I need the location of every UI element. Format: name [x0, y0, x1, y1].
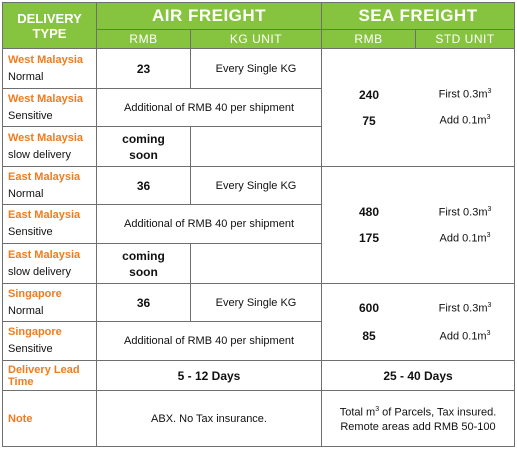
air-rmb-header: RMB	[97, 30, 191, 49]
table-row	[3, 49, 515, 89]
air-unit-value: Every Single KG	[191, 284, 322, 322]
sea-lead-time: 25 - 40 Days	[322, 361, 515, 391]
air-unit-value: Every Single KG	[191, 167, 322, 205]
delivery-variant: slow delivery	[8, 148, 71, 161]
delivery-type-cell	[3, 89, 97, 127]
sea-rmb-value: 175	[359, 231, 380, 245]
air-coming-soon: coming soon	[97, 244, 191, 284]
air-rmb-value: 36	[97, 167, 191, 205]
delivery-type-header: DELIVERY TYPE	[3, 3, 97, 49]
air-coming-soon: coming soon	[97, 127, 191, 167]
delivery-type-cell	[3, 205, 97, 244]
sea-singapore-block	[322, 284, 515, 361]
table-row	[3, 284, 515, 322]
empty-cell	[191, 244, 322, 284]
delivery-variant: Sensitive	[8, 226, 53, 238]
sea-rmb-header: RMB	[322, 30, 416, 49]
table-row	[3, 361, 515, 391]
air-unit-header: KG UNIT	[191, 30, 322, 49]
air-surcharge-text: Additional of RMB 40 per shipment	[97, 89, 322, 127]
sea-rmb-value: 85	[362, 329, 376, 343]
sea-unit-value: Add $0.1m^3$	[439, 329, 491, 343]
delivery-variant: Sensitive	[8, 343, 53, 355]
sea-rmb-value: 480	[359, 205, 380, 219]
air-note: ABX. No Tax insurance.	[97, 391, 322, 447]
air-freight-header: AIR FREIGHT	[97, 3, 322, 30]
delivery-variant: slow delivery	[8, 265, 71, 278]
empty-cell	[191, 127, 322, 167]
sea-unit-value: First $0.3m^3$	[438, 205, 492, 219]
sea-freight-header: SEA FREIGHT	[322, 3, 515, 30]
sea-rmb-value: 600	[359, 301, 380, 315]
delivery-region: Singapore	[8, 287, 62, 300]
delivery-variant: Normal	[8, 187, 44, 200]
air-rmb-value: 36	[97, 284, 191, 322]
sea-rmb-value: 240	[359, 87, 380, 102]
freight-rate-table	[2, 2, 515, 447]
delivery-variant: Normal	[8, 304, 44, 317]
air-surcharge-text: Additional of RMB 40 per shipment	[97, 205, 322, 244]
sea-unit-value: First $0.3m^3$	[438, 301, 492, 315]
delivery-region: West Malaysia	[8, 53, 84, 66]
delivery-region: East Malaysia	[8, 170, 81, 183]
sea-west-malaysia-block	[322, 49, 515, 167]
note-label: Note	[3, 391, 97, 447]
delivery-region: West Malaysia	[8, 131, 84, 144]
air-surcharge-text: Additional of RMB 40 per shipment	[97, 322, 322, 361]
delivery-region: East Malaysia	[8, 209, 81, 221]
air-unit-value: Every Single KG	[191, 49, 322, 89]
sea-unit-value: First $0.3m^3$	[438, 88, 492, 101]
delivery-type-cell	[3, 244, 97, 284]
sea-east-malaysia-block	[322, 167, 515, 284]
delivery-variant: Sensitive	[8, 109, 53, 122]
delivery-type-cell	[3, 167, 97, 205]
delivery-type-cell	[3, 322, 97, 361]
delivery-region: East Malaysia	[8, 248, 81, 261]
table-row	[3, 391, 515, 447]
sea-rmb-value: 75	[362, 113, 376, 128]
table-row	[3, 167, 515, 205]
delivery-type-cell	[3, 49, 97, 89]
delivery-variant: Normal	[8, 70, 44, 83]
delivery-type-cell	[3, 284, 97, 322]
sea-note: Total $m^3$ of Parcels, Tax insured. Remote areas add RMB 50-100	[322, 391, 515, 447]
sea-unit-header: STD UNIT	[416, 30, 515, 49]
sea-unit-value: Add $0.1m^3$	[439, 231, 491, 245]
sea-unit-value: Add $0.1m^3$	[439, 114, 491, 127]
delivery-type-cell	[3, 127, 97, 167]
delivery-region: Singapore	[8, 326, 62, 338]
delivery-region: West Malaysia	[8, 92, 84, 105]
air-rmb-value: 23	[97, 49, 191, 89]
lead-time-label: Delivery Lead Time	[3, 361, 97, 391]
air-lead-time: 5 - 12 Days	[97, 361, 322, 391]
